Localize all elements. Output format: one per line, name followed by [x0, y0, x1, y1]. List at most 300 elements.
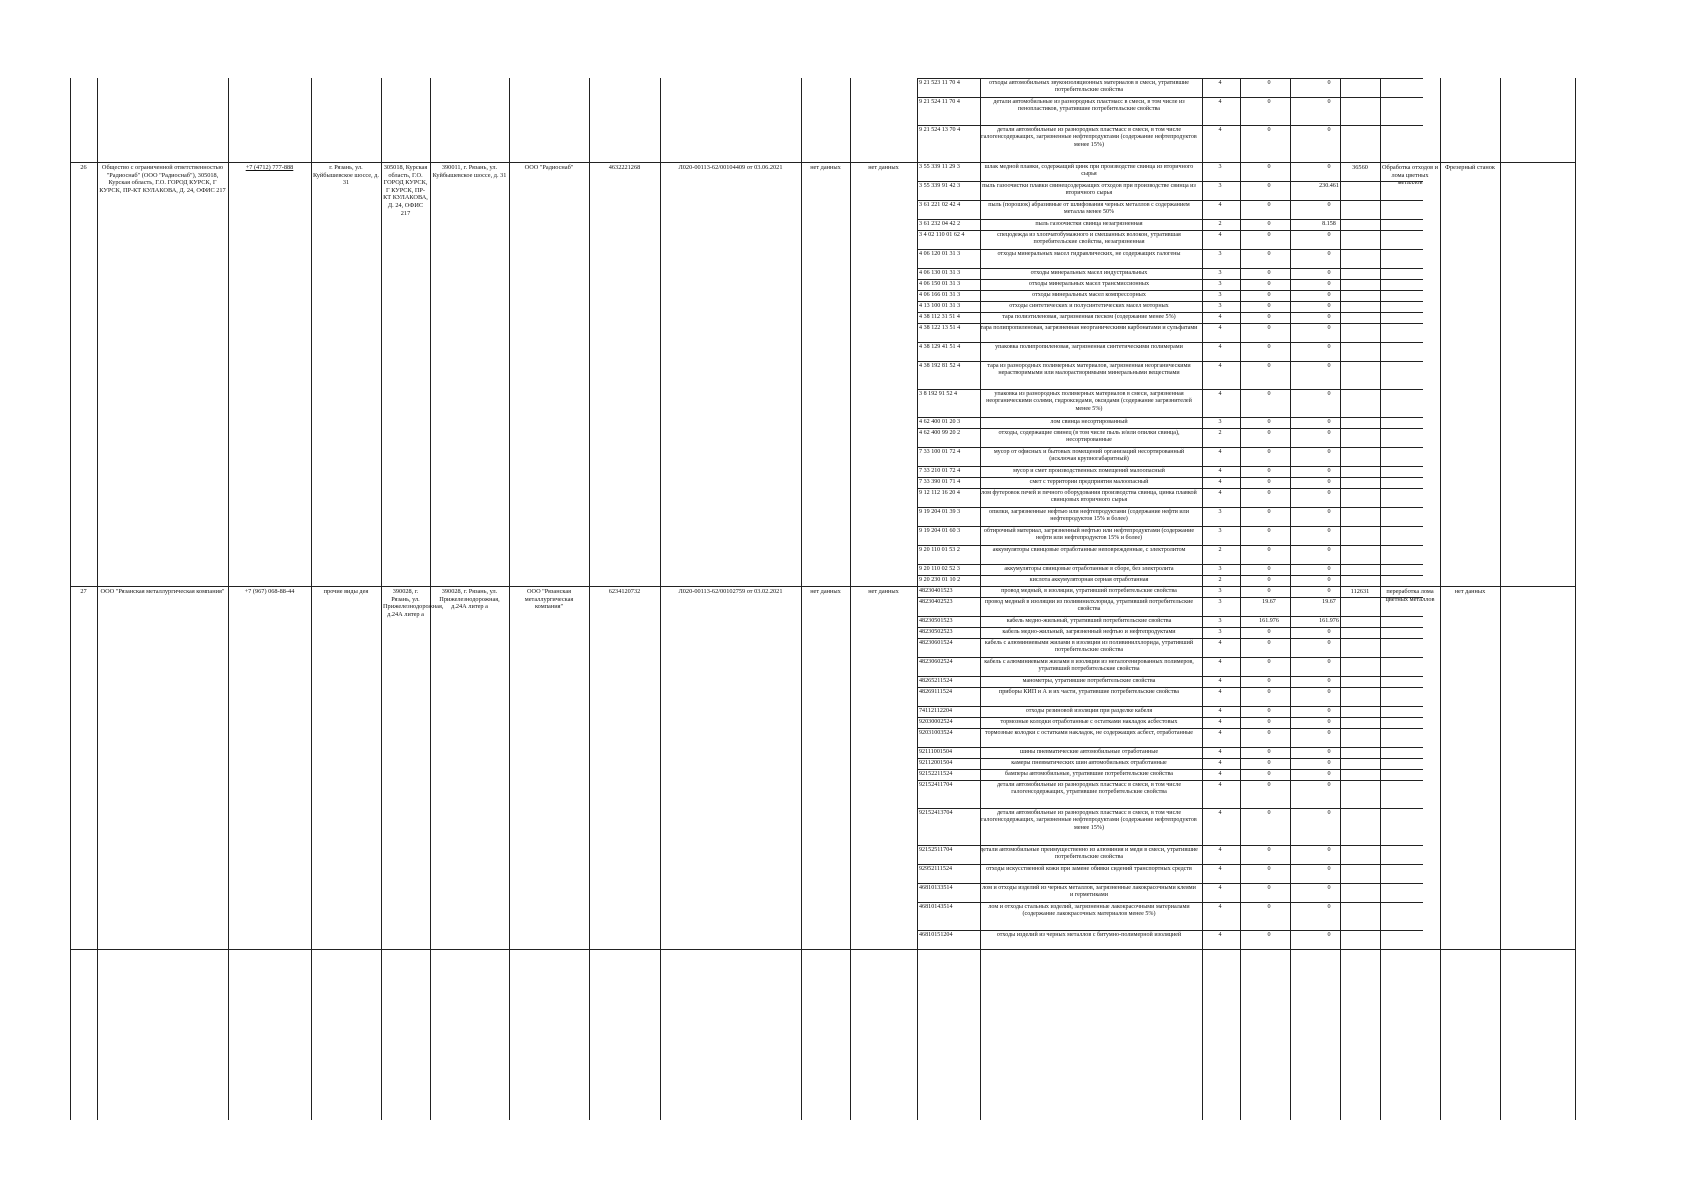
waste-v2: 0 [1327, 588, 1331, 594]
waste-name: упаковка из разнородных полимерных материалов в смеси, загрязненная неорганическими солями, гидроксидами, оксидами (содержание загрязнителей менее 5%) [986, 391, 1192, 412]
waste-cls: 3 [1218, 588, 1222, 594]
waste-v1: 0 [1267, 292, 1271, 298]
waste-line [917, 808, 1423, 846]
waste-name: шины пневматические автомобильные отработанные [1019, 749, 1159, 755]
waste-v2: 0 [1327, 678, 1331, 684]
waste-code: 9 21 524 11 70 4 [919, 99, 960, 105]
waste-v1: 0 [1267, 449, 1271, 455]
waste-line [917, 864, 1423, 884]
waste-name: лом и отходы изделий из черных металлов, загрязненные лакокрасочными клеями и герметиками [982, 885, 1196, 899]
waste-line [917, 526, 1423, 546]
waste-cls: 4 [1218, 847, 1222, 853]
waste-line [917, 728, 1423, 748]
waste-code: 48230501523 [919, 618, 953, 624]
equipment: нет данных [1454, 588, 1486, 595]
column-divider [70, 78, 71, 1120]
waste-name: кабель с алюминиевыми жилами в изоляции из поливинилхлорида, утративший потребительские свойства [984, 640, 1194, 654]
waste-name: детали автомобильные из разнородных пластмасс в смеси, в том числе галогенсодержащих, загрязненные нефтепродуктами (содержание нефтепродуктов менее 15%) [981, 127, 1197, 148]
head-office: г. Рязань, ул. Куйбышевское шоссе, д. 31 [313, 164, 379, 187]
waste-v1: 0 [1267, 127, 1271, 133]
waste-code: 48230401523 [919, 588, 953, 594]
waste-name: отходы изделий из черных металлов с битумно-полимерной изоляцией [996, 932, 1182, 938]
waste-code: 46810133514 [919, 885, 953, 891]
waste-cls: 4 [1218, 479, 1222, 485]
waste-code: 92152211524 [919, 771, 953, 777]
waste-v2: 0 [1327, 847, 1331, 853]
column-divider [801, 78, 802, 1120]
waste-v1: 0 [1267, 659, 1271, 665]
waste-code: 92152511704 [919, 847, 953, 853]
waste-code: 3 4 02 110 01 62 4 [919, 232, 965, 238]
waste-cls: 4 [1218, 782, 1222, 788]
column-divider [430, 78, 431, 1120]
waste-code: 74112112204 [919, 708, 953, 714]
waste-line [917, 883, 1423, 903]
waste-code: 92030002524 [919, 719, 953, 725]
waste-name: приборы КИП и А и их части, утратившие потребительские свойства [998, 689, 1180, 695]
waste-code: 9 19 204 01 60 3 [919, 528, 961, 534]
waste-code: 3 55 339 11 29 3 [919, 164, 960, 170]
waste-cls: 4 [1218, 730, 1222, 736]
waste-line [917, 78, 1423, 98]
waste-v1: 0 [1267, 547, 1271, 553]
waste-cls: 2 [1218, 430, 1222, 436]
waste-v2: 230.461 [1319, 183, 1339, 189]
waste-v1: 0 [1267, 164, 1271, 170]
row-number: 27 [80, 588, 87, 595]
waste-cls: 4 [1218, 689, 1222, 695]
waste-v1: 0 [1267, 689, 1271, 695]
waste-cls: 3 [1218, 303, 1222, 309]
phone-number[interactable]: +7 (4712) 777-888 [245, 164, 294, 171]
waste-line [917, 780, 1423, 809]
waste-v1: 0 [1267, 344, 1271, 350]
waste-v1: 0 [1267, 391, 1271, 397]
waste-cls: 4 [1218, 449, 1222, 455]
waste-v2: 0 [1327, 251, 1331, 257]
waste-code: 4 06 150 01 31 3 [919, 281, 961, 287]
operation-address: 390028, г. Рязань, ул. Прижелезнодорожная, д.24А литер а [439, 588, 500, 611]
waste-cls: 4 [1218, 719, 1222, 725]
waste-name: лом и отходы стальных изделий, загрязненные лакокрасочными материалами (содержание лакокрасочных материалов менее 5%) [988, 904, 1190, 918]
waste-name: бамперы автомобильные, утратившие потребительские свойства [1005, 771, 1173, 777]
waste-v1: 0 [1267, 509, 1271, 515]
waste-code: 4 62 400 99 20 2 [919, 430, 961, 436]
column-divider [228, 78, 229, 1120]
waste-code: 9 21 524 13 70 4 [919, 127, 961, 133]
waste-v2: 0 [1327, 80, 1331, 86]
waste-column-divider [980, 78, 981, 949]
waste-v2: 0 [1327, 479, 1331, 485]
waste-v2: 0 [1327, 810, 1331, 816]
waste-cls: 3 [1218, 164, 1222, 170]
waste-name: кабель медно-жильный, загрязненный нефтью и нефтепродуктами [1002, 629, 1176, 635]
waste-cls: 4 [1218, 314, 1222, 320]
column-divider [97, 78, 98, 1120]
waste-name: тормозные колодки с остатками накладок, не содержащих асбест, отработанные [985, 730, 1193, 736]
waste-cls: 4 [1218, 904, 1222, 910]
organization-name: Общество с ограниченной ответственностью "Радиоснаб" (ООО "Радиоснаб"), 305018, Курская область, Г.О. ГОРОД КУРСК, Г КУРСК, ПР-КТ КУЛАКОВА, Д. 24, ОФИС 217 [99, 164, 226, 194]
waste-name: тормозные колодки отработанные с остатками накладок асбестовых [1000, 719, 1178, 725]
waste-v2: 0 [1327, 719, 1331, 725]
waste-name: аккумуляторы свинцовые отработанные в сборе, без электролита [1004, 566, 1174, 572]
waste-name: тара полиэтиленовая, загрязненная песком (содержание менее 5%) [1002, 314, 1176, 320]
waste-name: детали автомобильные преимущественно из алюминия и меди в смеси, утратившие потребительские свойства [980, 847, 1198, 861]
waste-name: камеры пневматических шин автомобильных отработанные [1011, 760, 1167, 766]
waste-code: 4 62 400 01 20 3 [919, 419, 961, 425]
waste-v1: 0 [1267, 577, 1271, 583]
waste-v2: 0 [1327, 708, 1331, 714]
waste-name: мусор и смет производственных помещений малоопасный [1013, 468, 1165, 474]
waste-name: лом свинца несортированный [1050, 419, 1128, 425]
waste-v2: 0 [1327, 730, 1331, 736]
waste-code: 48230601524 [919, 640, 953, 646]
waste-code: 9 20 110 02 52 3 [919, 566, 960, 572]
waste-v1: 0 [1267, 719, 1271, 725]
waste-v1: 0 [1267, 232, 1271, 238]
waste-v2: 0 [1327, 760, 1331, 766]
waste-cls: 4 [1218, 344, 1222, 350]
code-number: 36560 [1352, 164, 1368, 171]
waste-line [917, 545, 1423, 565]
license-number: Л020-00113-62/00104409 от 03.06.2021 [678, 164, 783, 171]
waste-v1: 0 [1267, 885, 1271, 891]
waste-v2: 0 [1327, 99, 1331, 105]
waste-code: 3 61 221 02 42 4 [919, 202, 961, 208]
waste-v2: 0 [1327, 325, 1331, 331]
waste-v1: 0 [1267, 270, 1271, 276]
operator-name: ООО "Радиоснаб" [524, 164, 574, 171]
waste-name: отходы синтетических и полусинтетических масел моторных [1009, 303, 1169, 309]
waste-code: 92952111524 [919, 866, 953, 872]
waste-name: пыль газоочистки свинца незагрязненная [1035, 221, 1143, 227]
column-divider [1440, 78, 1441, 1120]
waste-cls: 2 [1218, 221, 1222, 227]
waste-code: 48230602524 [919, 659, 953, 665]
waste-v2: 0 [1327, 430, 1331, 436]
waste-v2: 0 [1327, 281, 1331, 287]
waste-code: 48269111524 [919, 689, 953, 695]
legal-address: 305018, Курская область, Г.О. ГОРОД КУРСК, Г КУРСК, ПР-КТ КУЛАКОВА, Д. 24, ОФИС 217 [383, 164, 428, 217]
waste-registry-table [70, 78, 1610, 1120]
waste-v2: 0 [1327, 547, 1331, 553]
waste-v1: 0 [1267, 183, 1271, 189]
waste-v1: 0 [1267, 566, 1271, 572]
waste-v1: 0 [1267, 932, 1271, 938]
waste-name: шлак медной плавки, содержащий цинк при производстве свинца из вторичного сырья [984, 164, 1194, 178]
waste-cls: 4 [1218, 363, 1222, 369]
waste-code: 3 61 232 04 42 2 [919, 221, 961, 227]
waste-cls: 3 [1218, 292, 1222, 298]
waste-code: 48265211524 [919, 678, 953, 684]
waste-line [917, 200, 1423, 220]
waste-name: манометры, утратившие потребительские свойства [1022, 678, 1156, 684]
waste-cls: 4 [1218, 391, 1222, 397]
waste-column-divider [1202, 78, 1203, 949]
waste-cls: 4 [1218, 468, 1222, 474]
waste-name: отходы автомобильных звукоизоляционных материалов в смеси, утратившие потребительские свойства [989, 80, 1189, 94]
waste-cls: 4 [1218, 202, 1222, 208]
waste-v2: 0 [1327, 640, 1331, 646]
waste-v1: 0 [1267, 749, 1271, 755]
waste-code: 9 20 110 01 53 2 [919, 547, 960, 553]
waste-line [917, 507, 1423, 527]
waste-cls: 3 [1218, 183, 1222, 189]
waste-code: 92112001504 [919, 760, 953, 766]
waste-v2: 0 [1327, 689, 1331, 695]
waste-code: 46810143514 [919, 904, 953, 910]
waste-cls: 4 [1218, 749, 1222, 755]
waste-cls: 3 [1218, 566, 1222, 572]
waste-name: тара полипропиленовая, загрязненная неорганическими карбонатами и сульфатами [980, 325, 1198, 331]
waste-v2: 0 [1327, 749, 1331, 755]
waste-line [917, 230, 1423, 250]
waste-code: 4 06 130 01 31 3 [919, 270, 961, 276]
waste-v2: 0 [1327, 629, 1331, 635]
waste-v2: 0 [1327, 566, 1331, 572]
waste-code: 92031003524 [919, 730, 953, 736]
waste-cls: 4 [1218, 866, 1222, 872]
phone-number: +7 (967) 068-88-44 [244, 588, 295, 595]
waste-cls: 4 [1218, 99, 1222, 105]
waste-v2: 0 [1327, 577, 1331, 583]
waste-cls: 4 [1218, 640, 1222, 646]
waste-v1: 0 [1267, 99, 1271, 105]
waste-line [917, 361, 1423, 390]
waste-name: детали автомобильные из разнородных пластмасс в смеси, в том числе из пенопластиков, утратившие потребительские свойства [993, 99, 1185, 113]
waste-code: 9 19 204 01 39 3 [919, 509, 961, 515]
waste-column-divider [1340, 78, 1341, 949]
waste-code: 4 38 129 41 51 4 [919, 344, 961, 350]
waste-v1: 0 [1267, 419, 1271, 425]
row-number: 26 [80, 164, 87, 171]
row-divider [70, 949, 1575, 950]
waste-cls: 3 [1218, 419, 1222, 425]
waste-v1: 0 [1267, 430, 1271, 436]
inn: 4632221268 [608, 164, 641, 171]
waste-code: 4 38 122 13 51 4 [919, 325, 961, 331]
waste-code: 9 21 523 11 70 4 [919, 80, 960, 86]
waste-v1: 0 [1267, 782, 1271, 788]
waste-v2: 0 [1327, 292, 1331, 298]
operator-name: ООО "Рязанская металлургическая компания" [524, 588, 574, 611]
waste-v2: 0 [1327, 904, 1331, 910]
waste-v2: 0 [1327, 659, 1331, 665]
waste-cls: 3 [1218, 599, 1222, 605]
waste-v2: 0 [1327, 391, 1331, 397]
waste-cls: 2 [1218, 547, 1222, 553]
head-office: прочие виды дея [323, 588, 369, 595]
waste-name: смет с территории предприятия малоопасный [1029, 479, 1149, 485]
waste-v1: 0 [1267, 202, 1271, 208]
waste-code: 48230402523 [919, 599, 953, 605]
waste-v2: 0 [1327, 127, 1331, 133]
column-divider [660, 78, 661, 1120]
waste-v1: 0 [1267, 221, 1271, 227]
waste-v2: 8.158 [1322, 221, 1336, 227]
waste-code: 7 33 100 01 72 4 [919, 449, 961, 455]
waste-cls: 4 [1218, 885, 1222, 891]
waste-name: мусор от офисных и бытовых помещений организаций несортированный (исключая крупногабаритный) [993, 449, 1185, 463]
waste-v2: 0 [1327, 449, 1331, 455]
waste-v1: 0 [1267, 847, 1271, 853]
activity-type: переработка лома цветных металлов [1385, 588, 1435, 603]
waste-v2: 0 [1327, 528, 1331, 534]
waste-cls: 3 [1218, 528, 1222, 534]
waste-name: тара из разнородных полимерных материалов, загрязненная неорганическими нерастворимыми или малорастворимыми минеральными веществами [987, 363, 1191, 377]
waste-v1: 0 [1267, 730, 1271, 736]
column-divider [850, 78, 851, 1120]
waste-v2: 0 [1327, 782, 1331, 788]
waste-name: кислота аккумуляторная серная отработанная [1029, 577, 1149, 583]
waste-line [917, 323, 1423, 343]
waste-cls: 4 [1218, 325, 1222, 331]
activity-type: Обработка отходов и лома цветных металлов [1382, 164, 1439, 187]
waste-line [917, 181, 1423, 201]
waste-cls: 4 [1218, 932, 1222, 938]
waste-line [917, 249, 1423, 269]
waste-v2: 0 [1327, 344, 1331, 350]
equipment: Фрезерный станок [1445, 164, 1495, 171]
waste-code: 9 20 230 01 10 2 [919, 577, 961, 583]
waste-v2: 0 [1327, 363, 1331, 369]
waste-name: детали автомобильные из разнородных пластмасс в смеси, в том числе галогенсодержащих, утратившие потребительские свойства [996, 782, 1182, 796]
waste-cls: 3 [1218, 509, 1222, 515]
waste-v2: 0 [1327, 490, 1331, 496]
waste-code: 4 06 120 01 31 3 [919, 251, 961, 257]
waste-v1: 0 [1267, 468, 1271, 474]
waste-cls: 4 [1218, 771, 1222, 777]
waste-name: отходы искусственной кожи при замене обивки сидений транспортных средств [986, 866, 1192, 872]
waste-v1: 0 [1267, 904, 1271, 910]
waste-cls: 4 [1218, 80, 1222, 86]
waste-line [917, 162, 1423, 182]
waste-v1: 0 [1267, 640, 1271, 646]
waste-name: отходы минеральных масел компрессорных [1032, 292, 1146, 298]
waste-code: 7 33 210 01 72 4 [919, 468, 961, 474]
waste-code: 92111001504 [919, 749, 953, 755]
waste-name: отходы минеральных масел гидравлических, не содержащих галогены [997, 251, 1181, 257]
waste-v1: 0 [1267, 588, 1271, 594]
waste-line [917, 930, 1423, 950]
waste-v1: 0 [1267, 678, 1271, 684]
waste-line [917, 389, 1423, 418]
waste-code: 92152411704 [919, 782, 953, 788]
waste-cls: 3 [1218, 251, 1222, 257]
waste-line [917, 342, 1423, 362]
column-divider [311, 78, 312, 1120]
waste-v1: 0 [1267, 810, 1271, 816]
waste-code: 48230502523 [919, 629, 953, 635]
waste-v1: 0 [1267, 80, 1271, 86]
waste-name: упаковка полипропиленовая, загрязненная синтетическими полимерами [995, 344, 1183, 350]
waste-cls: 2 [1218, 577, 1222, 583]
waste-name: спецодежда из хлопчатобумажного и смешанных волокон, утратившая потребительские свойства, незагрязненная [997, 232, 1181, 246]
waste-v2: 0 [1327, 866, 1331, 872]
waste-cls: 3 [1218, 270, 1222, 276]
waste-v1: 0 [1267, 708, 1271, 714]
waste-v2: 0 [1327, 419, 1331, 425]
waste-code: 3 8 192 91 52 4 [919, 391, 958, 397]
legal-address: 390028, г. Рязань, ул. Прижелезнодорожная, д.24А литер а [383, 588, 444, 618]
inn: 6234120732 [608, 588, 641, 595]
waste-code: 3 55 339 91 42 3 [919, 183, 961, 189]
waste-cls: 4 [1218, 708, 1222, 714]
no-data-2: нет данных [868, 588, 899, 595]
waste-column-divider [1240, 78, 1241, 949]
waste-cls: 4 [1218, 678, 1222, 684]
waste-v1: 0 [1267, 303, 1271, 309]
waste-name: отходы минеральных масел трансмиссионных [1028, 281, 1150, 287]
waste-name: аккумуляторы свинцовые отработанные неповрежденные, с электролитом [992, 547, 1186, 553]
waste-v2: 19.67 [1322, 599, 1336, 605]
waste-cls: 4 [1218, 659, 1222, 665]
waste-code: 4 13 100 01 31 3 [919, 303, 961, 309]
license-number: Л020-00113-62/00102759 от 03.02.2021 [678, 588, 783, 595]
waste-name: отходы, содержащие свинец (в том числе пыль и/или опилки свинца), несортированные [998, 430, 1180, 444]
waste-v1: 0 [1267, 771, 1271, 777]
waste-cls: 4 [1218, 232, 1222, 238]
column-divider [509, 78, 510, 1120]
waste-cls: 3 [1218, 629, 1222, 635]
waste-name: провод медный, в изоляции, утративший потребительские свойства [1001, 588, 1177, 594]
waste-v1: 161.976 [1259, 618, 1279, 624]
waste-line [917, 657, 1423, 677]
waste-v1: 19.67 [1262, 599, 1276, 605]
waste-name: опилки, загрязненные нефтью или нефтепродуктами (содержание нефти или нефтепродуктов 15% и более) [989, 509, 1189, 523]
waste-name: детали автомобильные из разнородных пластмасс в смеси, в том числе галогенсодержащих, загрязненные нефтепродуктами (содержание нефтепродуктов менее 15%) [981, 810, 1197, 831]
waste-v1: 0 [1267, 479, 1271, 485]
waste-v1: 0 [1267, 314, 1271, 320]
waste-name: кабель медно-жильный, утративший потребительские свойства [1006, 618, 1172, 624]
waste-v1: 0 [1267, 629, 1271, 635]
waste-cls: 3 [1218, 281, 1222, 287]
code-number: 112631 [1350, 588, 1370, 595]
waste-code: 7 33 390 01 71 4 [919, 479, 961, 485]
waste-code: 4 06 166 01 31 3 [919, 292, 961, 298]
waste-cls: 4 [1218, 760, 1222, 766]
waste-cls: 4 [1218, 127, 1222, 133]
waste-line [917, 447, 1423, 467]
waste-code: 92152413704 [919, 810, 953, 816]
waste-code: 46810151204 [919, 932, 953, 938]
waste-line [917, 488, 1423, 508]
waste-line [917, 428, 1423, 448]
organization-name: ООО "Рязанская металлургическая компания" [100, 588, 225, 595]
waste-cls: 3 [1218, 618, 1222, 624]
waste-v2: 0 [1327, 270, 1331, 276]
waste-v2: 161.976 [1319, 618, 1339, 624]
waste-v2: 0 [1327, 303, 1331, 309]
waste-name: кабель с алюминиевыми жилами в изоляции из негалогенированных полимеров, утративший потребительские свойства [984, 659, 1194, 673]
waste-v1: 0 [1267, 325, 1271, 331]
waste-line [917, 125, 1423, 163]
waste-name: лом футеровок печей и печного оборудования производства свинца, цинка плавкой свинцовых вторичного сырья [981, 490, 1197, 504]
waste-v2: 0 [1327, 932, 1331, 938]
waste-name: отходы минеральных масел индустриальных [1030, 270, 1148, 276]
waste-line [917, 597, 1423, 617]
waste-v2: 0 [1327, 314, 1331, 320]
waste-name: отходы резиновой изоляции при разделке кабеля [1025, 708, 1153, 714]
waste-line [917, 902, 1423, 931]
waste-code: 4 38 192 81 52 4 [919, 363, 961, 369]
no-data-2: нет данных [868, 164, 899, 171]
column-divider [381, 78, 382, 1120]
column-divider [1500, 78, 1501, 1120]
waste-v1: 0 [1267, 760, 1271, 766]
waste-name: обтирочный материал, загрязненный нефтью или нефтепродуктами (содержание нефти или нефтепродуктов 15% и более) [983, 528, 1195, 542]
waste-column-divider [1290, 78, 1291, 949]
